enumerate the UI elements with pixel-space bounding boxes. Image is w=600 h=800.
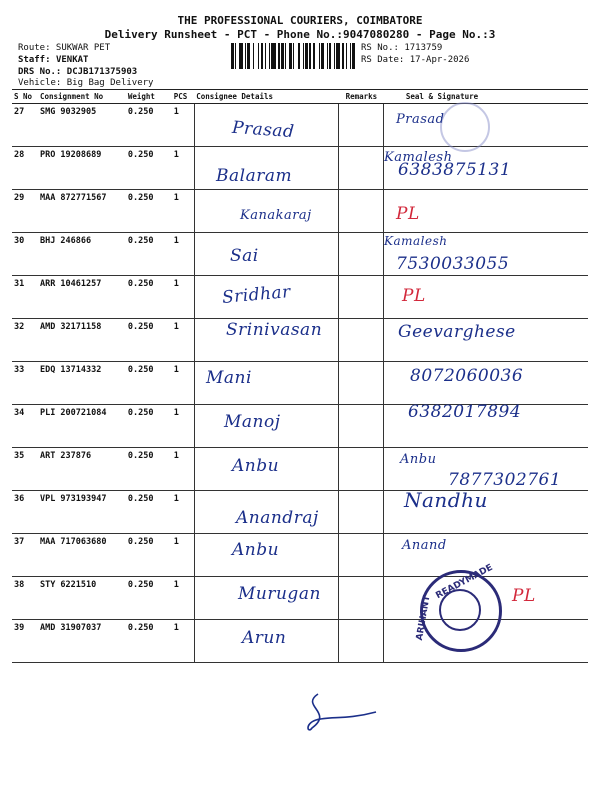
row-sno: 27 — [12, 104, 38, 147]
row-pcs: 1 — [172, 577, 194, 620]
faint-seal-stamp — [440, 102, 490, 152]
rs-date: RS Date: 17-Apr-2026 — [361, 55, 470, 65]
stamp-text-top: READYMADE — [434, 562, 495, 602]
row-sno: 39 — [12, 620, 38, 663]
row-consignment: PLI 200721084 — [38, 405, 126, 448]
table-row — [12, 104, 588, 147]
row-sno: 30 — [12, 233, 38, 276]
row-pcs: 1 — [172, 534, 194, 577]
row-sno: 38 — [12, 577, 38, 620]
row-weight: 0.250 — [126, 491, 172, 534]
consignee-handwriting: Sridhar — [221, 282, 292, 308]
vehicle-label: Vehicle: Big Bag Delivery — [18, 78, 154, 88]
row-weight: 0.250 — [126, 620, 172, 663]
row-pcs: 1 — [172, 104, 194, 147]
runsheet-title: Delivery Runsheet - PCT - Phone No.:9047080280 - Page No.:3 — [104, 28, 496, 41]
row-pcs: 1 — [172, 620, 194, 663]
row-remarks — [339, 448, 384, 491]
row-consignment: EDQ 13714332 — [38, 362, 126, 405]
row-weight: 0.250 — [126, 319, 172, 362]
row-pcs: 1 — [172, 147, 194, 190]
signature-handwriting: 8072060036 — [410, 366, 524, 386]
row-pcs: 1 — [172, 233, 194, 276]
row-remarks — [339, 190, 384, 233]
signature-handwriting: Kamalesh — [384, 150, 453, 165]
consignee-handwriting: Balaram — [216, 166, 293, 186]
staff-label: Staff: — [18, 55, 51, 65]
row-weight: 0.250 — [126, 577, 172, 620]
row-consignment: AMD 32171158 — [38, 319, 126, 362]
consignee-handwriting: Murugan — [238, 584, 321, 604]
consignee-handwriting: Kanakaraj — [240, 208, 312, 223]
row-pcs: 1 — [172, 190, 194, 233]
signature-handwriting: Kamalesh — [384, 234, 448, 248]
row-consignment: BHJ 246866 — [38, 233, 126, 276]
row-weight: 0.250 — [126, 405, 172, 448]
signature-handwriting: 6383875131 — [398, 160, 512, 180]
col-pcs: PCS — [172, 90, 194, 104]
signature-handwriting: 6382017894 — [408, 402, 522, 422]
route-label: Route: SUKWAR PET — [18, 43, 111, 53]
table-header-row — [12, 90, 588, 104]
row-remarks — [339, 362, 384, 405]
closing-signature — [290, 690, 380, 742]
drs-label: DRS No.: — [18, 67, 62, 77]
col-remarks: Remarks — [339, 90, 384, 104]
row-weight: 0.250 — [126, 233, 172, 276]
consignee-handwriting: Manoj — [224, 412, 281, 432]
row-pcs: 1 — [172, 319, 194, 362]
signature-handwriting: Anbu — [400, 452, 437, 467]
row-consignment: MAA 717063680 — [38, 534, 126, 577]
remark-handwriting: PL — [402, 286, 426, 306]
consignee-handwriting: Sai — [230, 246, 259, 266]
consignee-handwriting: Mani — [206, 368, 252, 388]
row-weight: 0.250 — [126, 147, 172, 190]
row-remarks — [339, 620, 384, 663]
signature-handwriting: 7530033055 — [396, 254, 510, 274]
rs-number: RS No.: 1713759 — [361, 43, 443, 53]
consignee-handwriting: Anbu — [232, 456, 280, 476]
row-weight: 0.250 — [126, 448, 172, 491]
row-consignment: MAA 872771567 — [38, 190, 126, 233]
row-consignment: ARR 10461257 — [38, 276, 126, 319]
row-pcs: 1 — [172, 362, 194, 405]
signature-handwriting: 7877302761 — [448, 470, 562, 490]
signature-handwriting: Prasad — [396, 112, 445, 127]
row-weight: 0.250 — [126, 534, 172, 577]
table-row — [12, 276, 588, 319]
consignee-handwriting: Anandraj — [236, 508, 319, 528]
row-sno: 32 — [12, 319, 38, 362]
consignee-handwriting: Arun — [242, 628, 287, 648]
row-consignment: AMD 31907037 — [38, 620, 126, 663]
col-consignment: Consignment No — [38, 90, 126, 104]
table-row — [12, 620, 588, 663]
row-remarks — [339, 147, 384, 190]
row-pcs: 1 — [172, 276, 194, 319]
staff-value: VENKAT — [55, 55, 89, 65]
row-pcs: 1 — [172, 448, 194, 491]
consignee-handwriting: Prasad — [231, 117, 296, 143]
drs-field — [18, 67, 137, 77]
table-row — [12, 534, 588, 577]
signature-handwriting: Geevarghese — [398, 322, 516, 342]
row-weight: 0.250 — [126, 190, 172, 233]
row-weight: 0.250 — [126, 104, 172, 147]
row-sno: 36 — [12, 491, 38, 534]
row-consignee — [194, 233, 339, 276]
row-remarks — [339, 104, 384, 147]
staff-field — [18, 55, 88, 65]
row-remarks — [339, 534, 384, 577]
row-remarks — [339, 233, 384, 276]
row-remarks — [339, 491, 384, 534]
row-sno: 34 — [12, 405, 38, 448]
row-consignment: SMG 9032905 — [38, 104, 126, 147]
consignee-handwriting: Anbu — [232, 540, 280, 560]
signature-handwriting: Anand — [402, 538, 447, 553]
row-sno: 35 — [12, 448, 38, 491]
drs-value: DCJB171375903 — [66, 67, 138, 77]
row-weight: 0.250 — [126, 362, 172, 405]
row-consignment: STY 6221510 — [38, 577, 126, 620]
row-remarks — [339, 577, 384, 620]
row-remarks — [339, 405, 384, 448]
row-sno: 31 — [12, 276, 38, 319]
barcode-line — [355, 43, 356, 69]
row-remarks — [339, 319, 384, 362]
col-sno: S No — [12, 90, 38, 104]
signature-scribble — [290, 690, 380, 738]
row-sno: 33 — [12, 362, 38, 405]
consignee-handwriting: Srinivasan — [226, 320, 323, 340]
row-consignment: PRO 19208689 — [38, 147, 126, 190]
row-remarks — [339, 276, 384, 319]
row-consignment: VPL 973193947 — [38, 491, 126, 534]
row-sno: 37 — [12, 534, 38, 577]
barcode — [231, 43, 357, 69]
col-weight: Weight — [126, 90, 172, 104]
row-pcs: 1 — [172, 491, 194, 534]
signature-handwriting: Nandhu — [404, 488, 488, 512]
seal-stamp — [414, 562, 502, 652]
company-name: THE PROFESSIONAL COURIERS, COIMBATORE — [177, 14, 423, 27]
col-seal: Seal & Signature — [384, 90, 588, 104]
row-sno: 29 — [12, 190, 38, 233]
remark-handwriting: PL — [396, 204, 420, 224]
row-consignment: ART 237876 — [38, 448, 126, 491]
row-weight: 0.250 — [126, 276, 172, 319]
stamp-text-left: ARIHANT — [414, 594, 433, 642]
row-pcs: 1 — [172, 405, 194, 448]
col-consignee: Consignee Details — [194, 90, 339, 104]
remark-handwriting: PL — [512, 586, 536, 606]
row-sno: 28 — [12, 147, 38, 190]
